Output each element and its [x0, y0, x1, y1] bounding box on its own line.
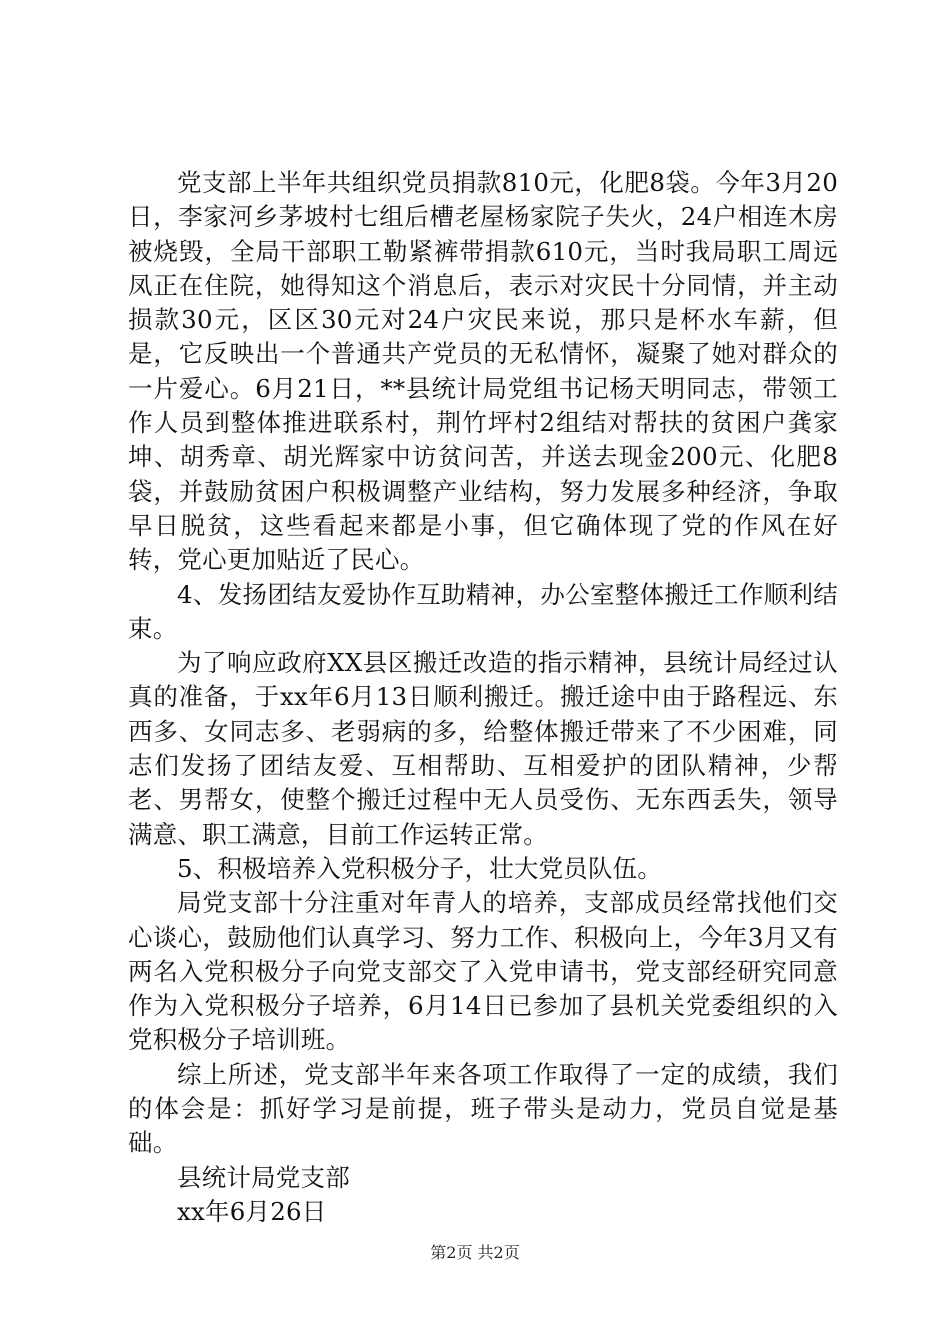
heading-item-5: 5、积极培养入党积极分子，壮大党员队伍。 [177, 853, 663, 883]
paragraph-donations: 党支部上半年共组织党员捐款810元，化肥8袋。今年3月20日，李家河乡茅坡村七组后槽老屋杨家院子失火，24户相连木房被烧毁，全局干部职工勒紧裤带捐款610元，当时我局职工周远凤正在住院，她得知这个消息后，表示对灾民十分同情，并主动损款30元，区区30元对24户灾民来说，那只是杯水车薪，但是，它反映出一个普通共产党员的无私情怀，凝聚了她对群众的一片爱心。6月21日，**县统计局党组书记杨天明同志，带领工作人员到整体推进联系村，荆竹坪村2组结对帮扶的贫困户龚家坤、胡秀章、胡光辉家中访贫问苦，并送去现金200元、化肥8袋，并鼓励贫困户积极调整产业结构，努力发展多种经济，争取早日脱贫，这些看起来都是小事，但它确体现了党的作风在好转，党心更加贴近了民心。 [128, 168, 838, 575]
signature-date: xx年6月26日 [177, 1196, 327, 1226]
paragraph-relocation: 为了响应政府XX县区搬迁改造的指示精神，县统计局经过认真的准备，于xx年6月13日顺利搬迁。搬迁途中由于路程远、东西多、女同志多、老弱病的多，给整体搬迁带来了不少困难，同志们发扬了团结友爱、互相帮助、互相爱护的团队精神，少帮老、男帮女，使整个搬迁过程中无人员受伤、无东西丢失，领导满意、职工满意，目前工作运转正常。 [128, 648, 838, 849]
signature-organization: 县统计局党支部 [177, 1162, 350, 1192]
heading-item-4: 4、发扬团结友爱协作互助精神，办公室整体搬迁工作顺利结束。 [128, 579, 838, 643]
page-number-footer: 第2页 共2页 [430, 1243, 520, 1262]
document-body [128, 166, 838, 1229]
paragraph-summary: 综上所述，党支部半年来各项工作取得了一定的成绩，我们的体会是：抓好学习是前提，班子带头是动力，党员自觉是基础。 [128, 1059, 838, 1158]
paragraph-party-activists: 局党支部十分注重对年青人的培养，支部成员经常找他们交心谈心，鼓励他们认真学习、努力工作、积极向上，今年3月又有两名入党积极分子向党支部交了入党申请书，党支部经研究同意作为入党积极分子培养，6月14日已参加了县机关党委组织的入党积极分子培训班。 [128, 888, 838, 1055]
